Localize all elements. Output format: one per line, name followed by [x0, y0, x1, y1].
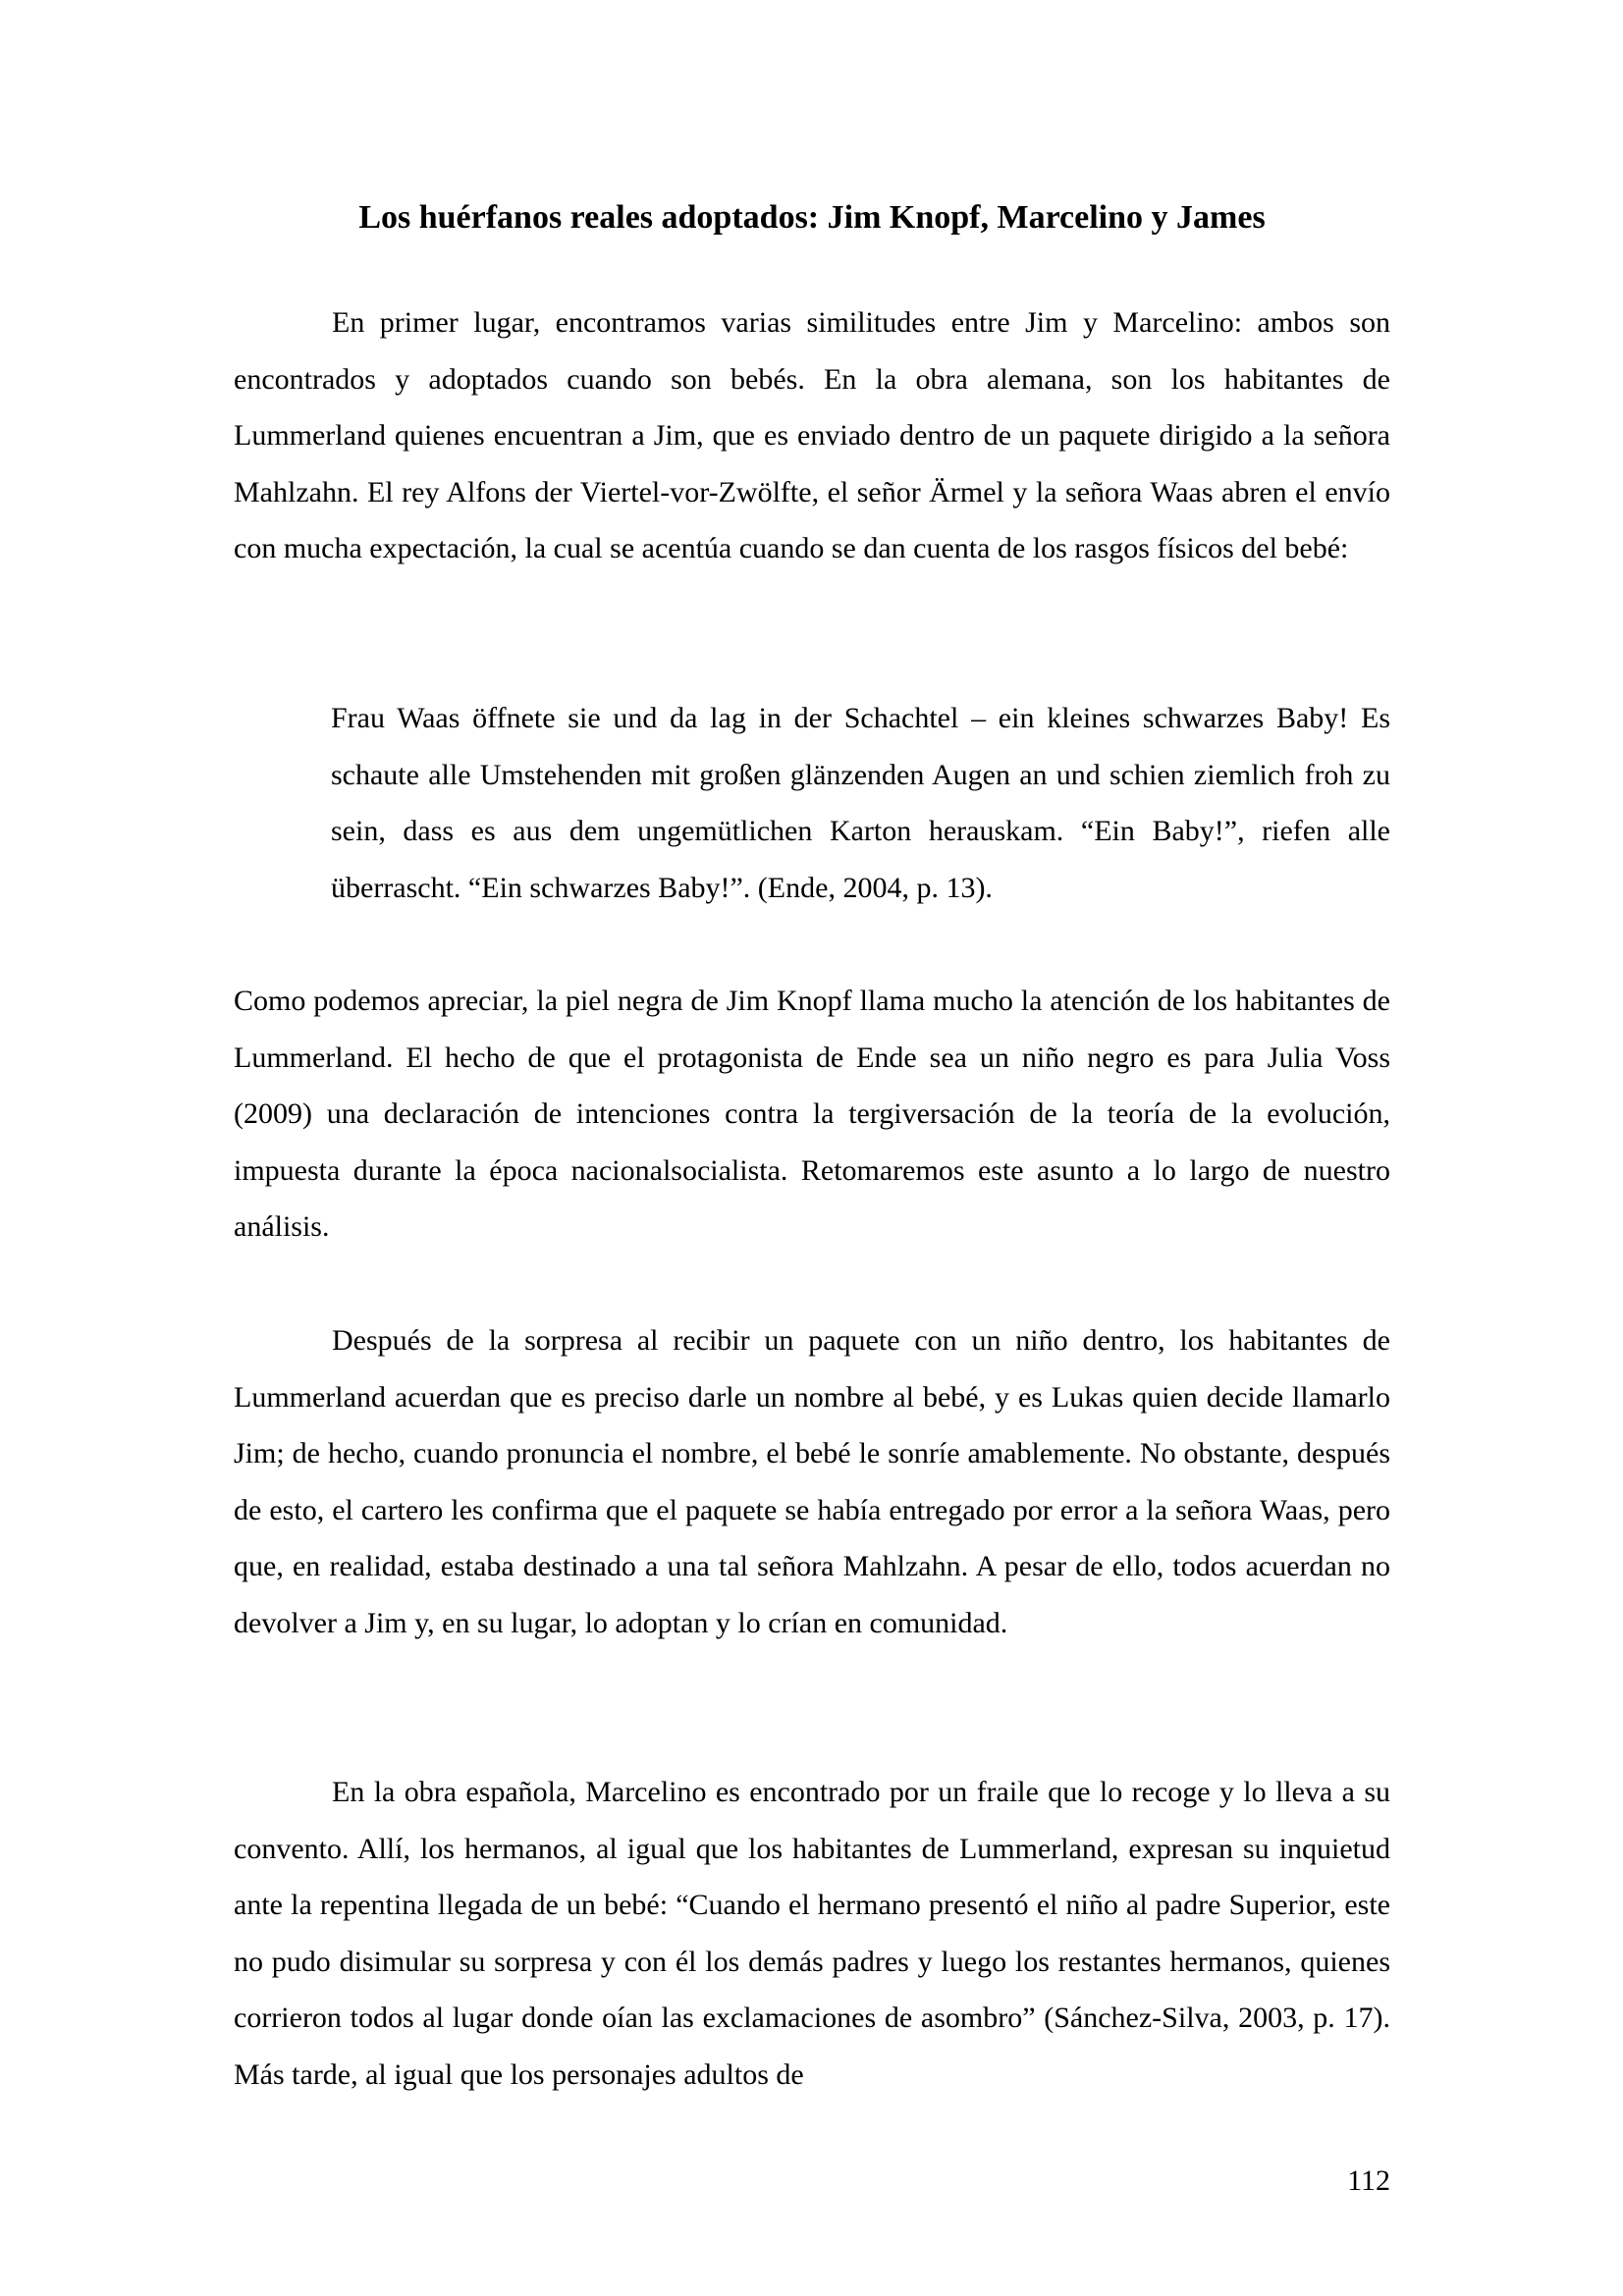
section-title: Los huérfanos reales adoptados: Jim Knopf, Marcelino y James [358, 199, 1266, 236]
page-number: 112 [1347, 2164, 1390, 2197]
paragraph-naming-jim: Después de la sorpresa al recibir un paquete con un niño dentro, los habitantes de Lummerland acuerdan que es preciso darle un nombre al bebé, y es Lukas quien decide llamarlo Jim; de hecho, cuando pronuncia el nombre, el bebé le sonríe amablemente. No obstante, después de esto, el cartero les confirma que el paquete se había entregado por error a la señora Waas, pero que, en realidad, estaba destinado a una tal señora Mahlzahn. A pesar de ello, todos acuerdan no devolver a Jim y, en su lugar, lo adoptan y lo crían en comunidad. [234, 1324, 1390, 1639]
paragraph-marcelino: En la obra española, Marcelino es encontrado por un fraile que lo recoge y lo lleva a su convento. Allí, los hermanos, al igual que los habitantes de Lummerland, expresan su inquietud ante la repentina llegada de un bebé: “Cuando el hermano presentó el niño al padre Superior, este no pudo disimular su sorpresa y con él los demás padres y luego los restantes hermanos, quienes corrieron todos al lugar donde oían las exclamaciones de asombro” (Sánchez-Silva, 2003, p. 17). Más tarde, al igual que los personajes adultos de [234, 1776, 1390, 2091]
paragraph-jim-skin: Como podemos apreciar, la piel negra de Jim Knopf llama mucho la atención de los habitantes de Lummerland. El hecho de que el protagonista de Ende sea un niño negro es para Julia Voss (2009) una declaración de intenciones contra la tergiversación de la teoría de la evolución, impuesta durante la época nacionalsocialista. Retomaremos este asunto a lo largo de nuestro análisis. [234, 985, 1390, 1243]
paragraph-similarities: En primer lugar, encontramos varias similitudes entre Jim y Marcelino: ambos son encontrados y adoptados cuando son bebés. En la obra alemana, son los habitantes de Lummerland quienes encuentran a Jim, que es enviado dentro de un paquete dirigido a la señora Mahlzahn. El rey Alfons der Viertel-vor-Zwölfte, el señor Ärmel y la señora Waas abren el envío con mucha expectación, la cual se acentúa cuando se dan cuenta de los rasgos físicos del bebé: [234, 306, 1390, 564]
block-quote-ende: Frau Waas öffnete sie und da lag in der Schachtel – ein kleines schwarzes Baby! Es schaute alle Umstehenden mit großen glänzenden Augen an und schien ziemlich froh zu sein, dass es aus dem ungemütlichen Karton herauskam. “Ein Baby!”, riefen alle überrascht. “Ein schwarzes Baby!”. (Ende, 2004, p. 13). [331, 702, 1390, 904]
